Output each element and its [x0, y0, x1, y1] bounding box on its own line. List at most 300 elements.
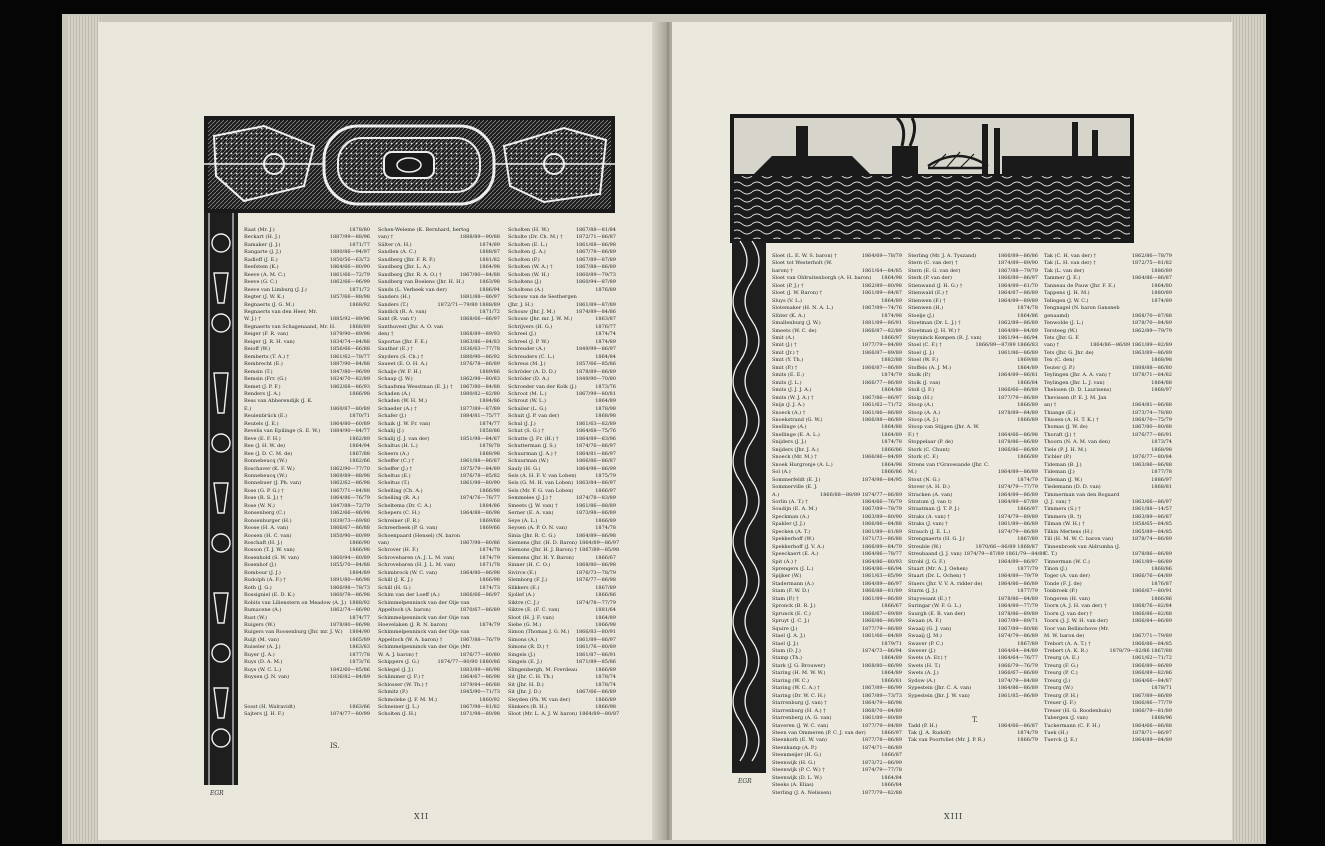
entry-years: 1867/89—86/99 — [861, 685, 902, 692]
register-entry — [772, 305, 902, 312]
entry-name: Smeets (J. W. van) † — [508, 502, 558, 509]
entry-name: Siktre (C. J.) — [508, 599, 539, 606]
register-entry — [244, 562, 370, 569]
entry-name: Spekkerhoff (W.) — [772, 536, 815, 543]
entry-name: Teylingen (Jhr. L. J. van) — [1044, 379, 1105, 386]
entry-years: 1876/77—80/84 — [1131, 454, 1172, 461]
register-entry — [378, 451, 500, 458]
entry-years: 1868/89 — [349, 323, 370, 330]
register-entry — [908, 424, 1038, 431]
register-entry — [508, 413, 616, 420]
entry-years: 1864/89 — [881, 431, 902, 438]
entry-name: E.) — [244, 405, 252, 412]
entry-name: Spruyt (J. C. J.) — [772, 618, 810, 625]
entry-years: 1863/89—80/90 — [861, 513, 902, 520]
entry-name: Scheers (A.) — [378, 450, 410, 457]
entry-name: Strens van t'Gravesande (Jhr. C. — [908, 461, 990, 468]
register-entry — [1044, 290, 1172, 297]
entry-years: 1866/79—76/79 — [997, 662, 1038, 669]
entry-years: 1866/89 — [595, 696, 616, 703]
entry-years: 1849/99—86/97 — [575, 346, 616, 353]
entry-years: 1866/77—86/89 — [861, 379, 902, 386]
entry-years: 1878/71—84/82 — [1131, 372, 1172, 379]
entry-years: 1858/86 — [479, 428, 500, 435]
entry-name: Sypestein (Jhr. C. A. van) — [908, 685, 972, 692]
register-entry — [1044, 328, 1172, 335]
entry-name: Saportas (Jhr. F. E.) — [378, 338, 428, 345]
register-entry — [378, 331, 500, 338]
entry-name: M. W. baron de) — [1044, 633, 1085, 640]
entry-years: 1861/87—86/91 — [575, 651, 616, 658]
entry-name: Schalij (J. J. van der) — [378, 435, 430, 442]
entry-name: Schroot (M. L.) — [508, 390, 547, 397]
entry-name: Siebe (G. M.) — [508, 622, 542, 629]
entry-name: Reckart (H. J.) — [244, 234, 281, 241]
entry-years: 1868/70—75/79 — [1131, 416, 1172, 423]
register-entry — [908, 693, 1038, 700]
entry-years: 1874/78 — [479, 547, 500, 554]
entry-years: 1855/70—84/88 — [329, 562, 370, 569]
entry-years: 1874/73—86/94 — [861, 648, 902, 655]
register-entry — [508, 600, 616, 607]
entry-name: Santhuvest (Jhr. A. O. van — [378, 323, 444, 330]
entry-name: Treurg (A. E.) — [1044, 655, 1080, 662]
entry-name: Scholten (J. A.) — [508, 249, 546, 256]
entry-name: Schimbrock (W. C. van) — [378, 569, 438, 576]
entry-years: 1868/98 — [1151, 446, 1172, 453]
entry-name: Straks (J. van) † — [908, 521, 948, 528]
entry-name: Sälter (A. H.) — [378, 241, 412, 248]
entry-years: 1866/97 — [595, 487, 616, 494]
entry-name: Tinon (J.) — [1044, 566, 1068, 573]
entry-name: Thomas (J. W. de) — [1044, 424, 1088, 431]
register-entry — [378, 443, 500, 450]
register-entry — [772, 588, 902, 595]
entry-name: Sandberg van Boelens (Jhr. H. H.) — [378, 279, 464, 286]
entry-name: Steenwijk (H. G.) — [772, 759, 816, 766]
register-entry — [244, 547, 370, 554]
entry-name: Rust (W.) — [244, 614, 267, 621]
entry-years: 1878/86—84/89 — [997, 595, 1038, 602]
entry-years: 1864/98—86/99 — [575, 465, 616, 472]
entry-years: 1861/88—86/87 — [459, 458, 500, 465]
entry-name: Stoel (C. F.) † — [908, 342, 942, 349]
register-entry — [1044, 313, 1172, 320]
register-entry — [772, 454, 902, 461]
entry-name: Snoekstrand (G. W.) — [772, 416, 823, 423]
entry-years: 1866/86 — [881, 446, 902, 453]
entry-name: Stork (C. Chunt) — [908, 446, 950, 453]
register-entry — [772, 536, 902, 543]
entry-name: Saueet (E. O. H. A.) — [378, 361, 428, 368]
entry-years: 1862/66 — [349, 458, 370, 465]
entry-years — [1170, 544, 1172, 551]
entry-years: 1874/89 — [595, 338, 616, 345]
entry-name: Toorn (J. J. W. H. van der) — [1044, 618, 1108, 625]
entry-name: Straatman (J. T. P. J.) — [908, 506, 960, 513]
register-entry — [772, 462, 902, 469]
entry-years: 1864/81—86/97 — [575, 450, 616, 457]
entry-years: 1864/89—89/89 — [997, 297, 1038, 304]
entry-name: Sands (L. Verbeek van der) — [378, 286, 447, 293]
entry-name: Seysen (A. P. O. N. van) — [508, 525, 568, 532]
entry-name: Smit (Jr.) † — [772, 349, 799, 356]
entry-name: Sandberg (Jhr. R. A. O.) † — [378, 271, 442, 278]
entry-name: Tappens (J. H. M.) — [1044, 290, 1090, 297]
entry-name: Schuurman (J. A.) † — [508, 450, 557, 457]
entry-name: Swaaij (J. M.) — [908, 633, 942, 640]
entry-years: 1863/84—86/97 — [575, 480, 616, 487]
entry-years: 1891/80—86/98 — [329, 577, 370, 584]
entry-years: 1861/88—14/57 — [1131, 506, 1172, 513]
entry-years: 1864/89—86/97 — [997, 558, 1038, 565]
entry-years: 1866/89 — [1017, 416, 1038, 423]
entry-name: Rumacene (A.) — [244, 607, 282, 614]
entry-years: 1866/87—82/89 — [861, 327, 902, 334]
entry-years: 1868/86 — [1151, 566, 1172, 573]
register-entry — [1044, 544, 1172, 551]
register-entry — [508, 533, 616, 540]
register-entry — [378, 674, 500, 681]
entry-name: Slingenbergh, M. Frerdeau — [508, 666, 578, 673]
entry-years: 1866/90 — [349, 540, 370, 547]
entry-name: Schlimmer (J. F.) † — [378, 674, 425, 681]
entry-years: 1867/80—84/88 — [459, 383, 500, 390]
entry-name: Tak van Poortvliet (Mr. J. P. R.) — [908, 737, 986, 744]
register-entry — [1044, 588, 1172, 595]
entry-years: 1860/89—79/73 — [575, 271, 616, 278]
register-entry — [1044, 484, 1172, 491]
entry-years: 1864/89—86/81 — [997, 372, 1038, 379]
entry-name: Timmers (R. †) — [1044, 513, 1082, 520]
register-entry — [1044, 559, 1172, 566]
entry-name: Schaik (J. W. Fr. van) — [378, 420, 431, 427]
entry-name: Stratum (J. van t) — [908, 498, 952, 505]
entry-name: (J. J. van) † — [1044, 498, 1071, 505]
entry-years: 1824/70—82/89 — [329, 376, 370, 383]
entry-name: Thiange (E.) — [1044, 409, 1076, 416]
entry-name: den) † — [378, 331, 394, 338]
entry-years: 1874/71—86/89 — [861, 744, 902, 751]
register-entry — [1044, 715, 1172, 722]
register-entry — [772, 320, 902, 327]
register-entry — [378, 600, 500, 607]
entry-name: Remberts (T. A.) † — [244, 353, 290, 360]
right-page-edges — [1230, 16, 1264, 842]
entry-name: Sol (A.) — [772, 469, 791, 476]
industrial-ornament-banner — [732, 116, 1132, 241]
register-entry — [908, 641, 1038, 648]
entry-name: Stuart (Mr. A. J. Oehen) — [908, 566, 968, 573]
entry-name: Steenmeijer (H. G.) — [772, 752, 822, 759]
entry-years: 1878/78 — [479, 443, 500, 450]
entry-years: 1867/88—81/84 — [575, 227, 616, 233]
entry-years: 1874/79 — [1017, 476, 1038, 483]
register-entry — [378, 287, 500, 294]
entry-name: Swets (A. J.) — [908, 670, 939, 677]
entry-years: 1864/86—86/94 — [861, 566, 902, 573]
register-entry — [378, 629, 500, 636]
entry-name: Sandberg (Jhr. F. R. P.) — [378, 256, 436, 263]
entry-years: 1867/80—84/88 — [459, 271, 500, 278]
entry-years: 1845/90—71/73 — [459, 689, 500, 696]
register-entry — [244, 682, 370, 689]
entry-years: 1862/98—80/83 — [459, 376, 500, 383]
entry-name: Thelosen (D. D. Laurisens) — [1044, 387, 1112, 394]
entry-years: 1864/89—61/70 — [997, 282, 1038, 289]
entry-name: Ruysen (J. N. van) — [244, 674, 290, 681]
register-entry — [908, 708, 1038, 715]
register-entry — [508, 376, 616, 383]
entry-name: Tadd (P. H.) — [908, 722, 938, 729]
entry-years: 1864/89 — [595, 398, 616, 405]
entry-name: Stolk (J. van) — [908, 379, 941, 386]
entry-years: 1867/88—86/89 — [575, 264, 616, 271]
entry-name: Stuart (Dr. L. Ochen) † — [908, 573, 966, 580]
entry-name: Schill (H. G.) — [378, 584, 411, 591]
register-entry — [378, 264, 500, 271]
register-entry — [908, 305, 1038, 312]
register-entry — [908, 462, 1038, 469]
entry-years: 1867/80—80/88 — [1131, 424, 1172, 431]
entry-name: Strengnaerts (H. G. J.) — [908, 536, 965, 543]
entry-name: Schuit (J. P. van der) — [508, 413, 560, 420]
entry-years: 1864/98 — [479, 264, 500, 271]
entry-name: Siemons (Jhr. H. J. Baron) † — [508, 547, 577, 554]
entry-years: 1869/68 — [479, 517, 500, 524]
entry-name: Ree (J. H. W. de) — [244, 443, 286, 450]
entry-name: Schrijvers (H. G.) — [508, 323, 553, 330]
entry-name: Sommerfeldt (E. J.) — [772, 476, 821, 483]
entry-name: Rose (W. N.) — [244, 502, 275, 509]
entry-years: 1866/86 — [1151, 595, 1172, 602]
entry-years: 1874/89 — [1151, 297, 1172, 304]
register-entry — [772, 506, 902, 513]
column-mark: IS. — [330, 742, 340, 750]
entry-years: 1864/84 — [595, 353, 616, 360]
register-entry — [772, 357, 902, 364]
entry-years: 1866/67—80/91 — [1131, 588, 1172, 595]
entry-name: Rudolph (A. F.) † — [244, 577, 286, 584]
entry-years — [1170, 492, 1172, 499]
entry-name: Stoll (J. F.) — [908, 387, 935, 394]
entry-years: 1883/89—86/98 — [459, 666, 500, 673]
register-entry — [1044, 700, 1172, 707]
entry-years: 1871/89—85/86 — [575, 659, 616, 666]
entry-name: Snijs (J. J. A.) — [772, 402, 805, 409]
register-entry — [244, 302, 370, 309]
entry-years: 1868/80—86/99 — [861, 662, 902, 669]
register-entry — [244, 644, 370, 651]
register-entry — [1044, 641, 1172, 648]
entry-name: Starrenburg (H. A.) † — [772, 707, 826, 714]
entry-years: 1860/78—86/98 — [329, 592, 370, 599]
register-entry — [772, 492, 902, 499]
entry-years: 1869/89—88/98 — [329, 472, 370, 479]
register-entry — [772, 551, 902, 558]
entry-years: 1861/62—78/77 — [329, 353, 370, 360]
entry-years: 1861/89—86/89 — [1131, 558, 1172, 565]
entry-name: Reeve van Limburg (J. J.) — [244, 286, 307, 293]
entry-years — [1036, 708, 1038, 715]
register-entry — [772, 641, 902, 648]
entry-years: 1861/89—86/89 — [861, 595, 902, 602]
entry-name: Schaeder (A.) † — [378, 405, 417, 412]
register-entry — [378, 510, 500, 517]
entry-name: Stuers (Jhr. V. V. A. ridder de) — [908, 580, 983, 587]
register-entry — [908, 573, 1038, 580]
entry-years: 1880/86—94/97 — [329, 249, 370, 256]
entry-years: 1866/98—78/73 — [329, 584, 370, 591]
entry-years: 1867/89—80/86 — [997, 625, 1038, 632]
entry-name: Scholten (P.) — [508, 256, 540, 263]
register-entry — [508, 234, 616, 241]
register-entry — [508, 287, 616, 294]
entry-name: Siemens (Jhr. H. Y. Baron) — [508, 554, 574, 561]
entry-name: W. J.) † — [244, 316, 261, 323]
register-entry — [244, 674, 370, 681]
register-entry — [908, 402, 1038, 409]
entry-years: 1877/78—86/89 — [861, 737, 902, 744]
register-entry — [378, 689, 500, 696]
entry-years: 1861/89—84/87 — [861, 290, 902, 297]
entry-years: 1868/70—87/88 — [1131, 312, 1172, 319]
entry-years: 1866/86—84/88 — [861, 521, 902, 528]
artist-signature: EGR — [738, 778, 752, 785]
entry-years — [498, 644, 500, 651]
entry-name: Spronck (B. R. J.) — [772, 603, 816, 610]
register-entry — [908, 260, 1038, 267]
entry-name: Treuer (H. G. Roodenhuis) — [1044, 707, 1112, 714]
register-entry — [378, 577, 500, 584]
entry-name: Schuiler (L. G.) — [508, 405, 547, 412]
register-entry — [772, 767, 902, 774]
entry-name: Ruys (D. A. M.) — [244, 659, 283, 666]
entry-name: Treurg (P. C.) — [1044, 670, 1078, 677]
entry-years: 1869/88 — [1017, 357, 1038, 364]
register-entry — [908, 506, 1038, 513]
entry-years: 1873/72—86/99 — [861, 759, 902, 766]
entry-years: 1860/94—87/89 — [575, 279, 616, 286]
entry-years: 1881/89—86/91 — [861, 320, 902, 327]
entry-years: 1867/89—86/89 — [1131, 692, 1172, 699]
register-entry — [508, 518, 616, 525]
entry-name: Teylingen (Jhr. A. A. van) † — [1044, 372, 1111, 379]
entry-years: 1877/79—82/88 — [861, 789, 902, 796]
register-entry — [244, 398, 370, 405]
entry-years: 1887/99—88/96 — [329, 234, 370, 241]
entry-years: 1888/88—86/80 — [1131, 364, 1172, 371]
register-entry — [772, 477, 902, 484]
register-entry — [508, 294, 616, 301]
register-entry — [244, 443, 370, 450]
register-entry — [908, 700, 1038, 707]
entry-years: 1857/66—85/86 — [575, 361, 616, 368]
entry-years: 1860/92 — [479, 696, 500, 703]
entry-years — [498, 615, 500, 622]
entry-name: Sajters (J. H. F.) — [244, 711, 284, 718]
entry-name: Hoevelaken (J. R. N. baron) — [378, 622, 448, 629]
entry-years: 1864/81—86/88 — [1131, 402, 1172, 409]
entry-name: Tak (C. H. van der) † — [1044, 253, 1097, 259]
entry-years: 1864/84 — [881, 774, 902, 781]
entry-name: Smallenburg (J. W.) — [772, 320, 821, 327]
entry-years: 1878/74 — [595, 674, 616, 681]
entry-name: Stern (E. G. van der) — [908, 267, 961, 274]
entry-name — [908, 708, 910, 715]
entry-name: Stam (F. W. D.) — [772, 588, 810, 595]
entry-name: Ruys (W. C. L.) — [244, 666, 282, 673]
entry-years: 1874/74 — [595, 331, 616, 338]
entry-years: 1885/92—89/96 — [329, 316, 370, 323]
register-entry — [908, 387, 1038, 394]
entry-years: 1874/79—89/89 — [997, 513, 1038, 520]
entry-name: Schrout (W. L.) — [508, 398, 546, 405]
register-entry — [1044, 551, 1172, 558]
entry-years: 1873/74 — [1151, 439, 1172, 446]
register-entry — [378, 711, 500, 718]
entry-years: 1864/89—83/96 — [575, 435, 616, 442]
entry-name: Roschaft (H. J.) — [244, 540, 283, 547]
entry-name: Steeks (A. Elias) — [772, 782, 814, 789]
entry-name: Siktre (E. (F. C. van) — [508, 607, 560, 614]
helmet-ornament-strip — [204, 213, 238, 785]
entry-years: 1861/89—86/89 — [997, 521, 1038, 528]
entry-years: 1857/66—88/98 — [329, 294, 370, 301]
entry-name: Timmers (S.) † — [1044, 506, 1081, 513]
register-entry — [244, 331, 370, 338]
entry-years: 1862/89—80/98 — [861, 282, 902, 289]
entry-years: 1877/79—84/89 — [861, 722, 902, 729]
entry-name: Sandick (R. A. van) — [378, 308, 427, 315]
entry-years: 1876/89 — [595, 286, 616, 293]
entry-name: Stoop (A.) — [908, 402, 934, 409]
entry-name: Schouw (Jhr. J. M.) — [508, 308, 556, 315]
entry-name: Treurg (F. G.) — [1044, 662, 1079, 669]
entry-name: Stuyvesant (E.) † — [908, 595, 951, 602]
entry-name: Starrenberg (A. G. van) — [772, 715, 832, 722]
register-entry — [378, 369, 500, 376]
register-entry — [508, 346, 616, 353]
entry-years: 1861/62—71/72 — [1131, 655, 1172, 662]
register-entry — [1044, 633, 1172, 640]
entry-years: 1869/66 — [479, 525, 500, 532]
register-entry — [772, 342, 902, 349]
entry-name: Tuek (H.) — [1044, 730, 1068, 736]
entry-years: 1864/80—86/98 — [459, 569, 500, 576]
entry-years: 1880/90—86/92 — [459, 353, 500, 360]
entry-name: Schimmelpenninck van der Oije (Mr. — [378, 644, 471, 651]
entry-years: 1866/86—86/99 — [861, 618, 902, 625]
entry-years: 1861/64—84/85 — [861, 267, 902, 274]
entry-name: Till (H. M. W. C. baron van) — [1044, 536, 1114, 543]
entry-years: 1864/86—86/89 — [997, 685, 1038, 692]
register-entry — [908, 313, 1038, 320]
entry-name: Tonde (F. J. de) — [1044, 580, 1082, 587]
entry-name: Ruigers van Roosenburg (Jhr. mr. J. W.) — [244, 629, 343, 636]
register-entry — [908, 551, 1046, 558]
entry-name: Schill (J. K. J.) — [378, 577, 413, 584]
entry-name: Remet (J. P. F.) — [244, 383, 281, 390]
register-entry — [772, 260, 902, 267]
entry-name: Spakler (J. J.) — [772, 521, 806, 528]
register-entry — [508, 316, 616, 323]
entry-years: 1878/74 — [595, 681, 616, 688]
entry-name: Reefstem (K.) — [244, 264, 279, 271]
entry-name: Spijker (W.) — [772, 573, 802, 580]
register-entry — [1044, 395, 1172, 402]
entry-name: Sosst (H. Walravidt) — [244, 704, 295, 710]
